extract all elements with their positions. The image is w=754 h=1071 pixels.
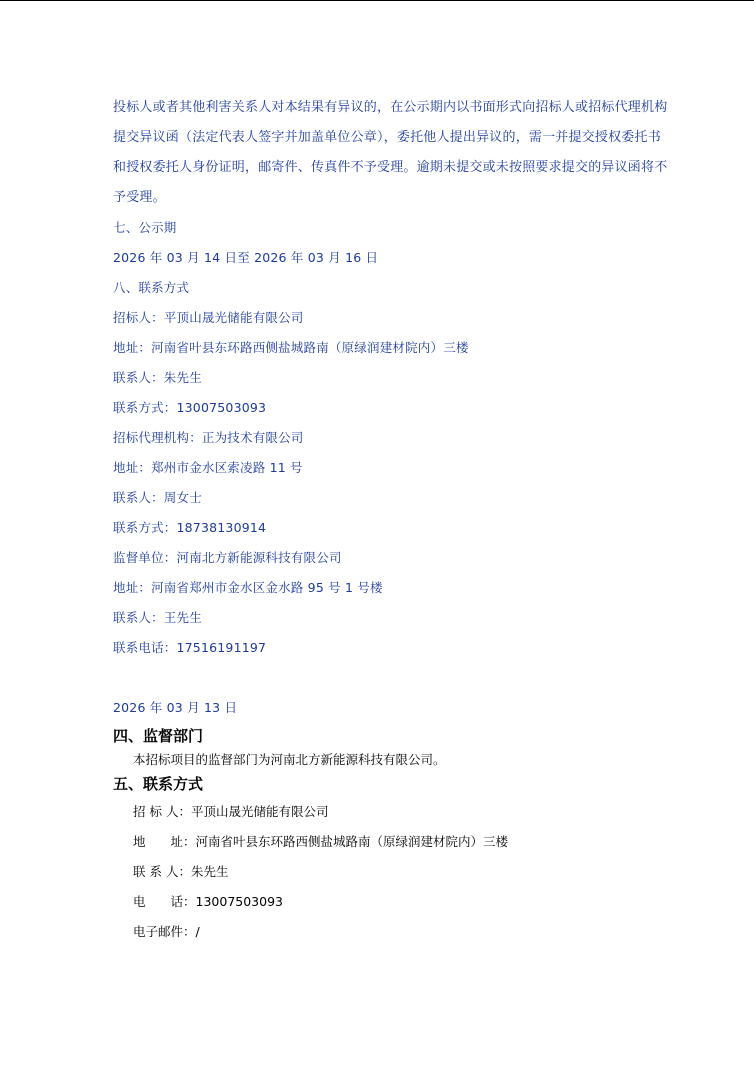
contact-line-supervisor-address: 地址：河南省郑州市金水区金水路 95 号 1 号楼 — [113, 580, 383, 595]
contact-line-tenderer-address: 地址：河南省叶县东环路西侧盐城路南（原绿润建材院内）三楼 — [113, 340, 469, 355]
contact-row-value: 河南省叶县东环路西侧盐城路南（原绿润建材院内）三楼 — [195, 834, 509, 849]
contact-row-label: 电子邮件： — [133, 924, 196, 939]
contact-line-tenderer: 招标人：平顶山晟光储能有限公司 — [113, 310, 304, 325]
contact-row-person — [113, 857, 673, 887]
contacts-heading: 八、联系方式 — [113, 280, 190, 295]
period-heading: 七、公示期 — [113, 220, 177, 235]
contact-row-value: 平顶山晟光储能有限公司 — [190, 804, 329, 819]
contact-row-address — [113, 827, 673, 857]
period-dates: 2026 年 03 月 14 日至 2026 年 03 月 16 日 — [113, 250, 379, 265]
contact-row-label: 地 址： — [133, 834, 196, 849]
contact-info-heading: 五、联系方式 — [113, 775, 204, 793]
contact-line-supervisor-person: 联系人：王先生 — [113, 610, 202, 625]
contact-row-phone — [113, 887, 673, 917]
contact-line-agency: 招标代理机构：正为技术有限公司 — [113, 430, 304, 445]
contact-line-supervisor: 监督单位：河南北方新能源科技有限公司 — [113, 550, 342, 565]
contact-line-tenderer-person: 联系人：朱先生 — [113, 370, 202, 385]
contact-line-tenderer-phone: 联系方式：13007503093 — [113, 400, 267, 415]
contact-row-value: / — [195, 924, 200, 939]
objection-paragraph: 投标人或者其他利害关系人对本结果有异议的，在公示期内以书面形式向招标人或招标代理机构提交异议函（法定代表人签字并加盖单位公章），委托他人提出异议的，需一并提交授权委托书和授权委托人身份证明，邮寄件、传真件不予受理。逾期未提交或未按照要求提交的异议函将不予受理。 — [113, 100, 668, 205]
signature-date: 2026 年 03 月 13 日 — [113, 700, 238, 715]
contact-line-agency-person: 联系人：周女士 — [113, 490, 202, 505]
supervision-text: 本招标项目的监督部门为河南北方新能源科技有限公司。 — [133, 752, 446, 767]
contact-line-agency-address: 地址：郑州市金水区索凌路 11 号 — [113, 460, 303, 475]
contact-row-label: 联 系 人： — [133, 864, 191, 879]
contact-row-email — [113, 917, 673, 947]
supervision-heading: 四、监督部门 — [113, 727, 204, 745]
spacer — [113, 663, 673, 693]
contact-row-tenderer — [113, 797, 673, 827]
top-border-line — [0, 0, 754, 1]
contact-line-supervisor-phone: 联系电话：17516191197 — [113, 640, 267, 655]
contact-row-value: 朱先生 — [190, 864, 229, 879]
contact-row-label: 电 话： — [133, 894, 196, 909]
contact-row-label: 招 标 人： — [133, 804, 191, 819]
contact-line-agency-phone: 联系方式：18738130914 — [113, 520, 267, 535]
document-body — [113, 93, 673, 947]
contact-row-value: 13007503093 — [195, 894, 283, 909]
